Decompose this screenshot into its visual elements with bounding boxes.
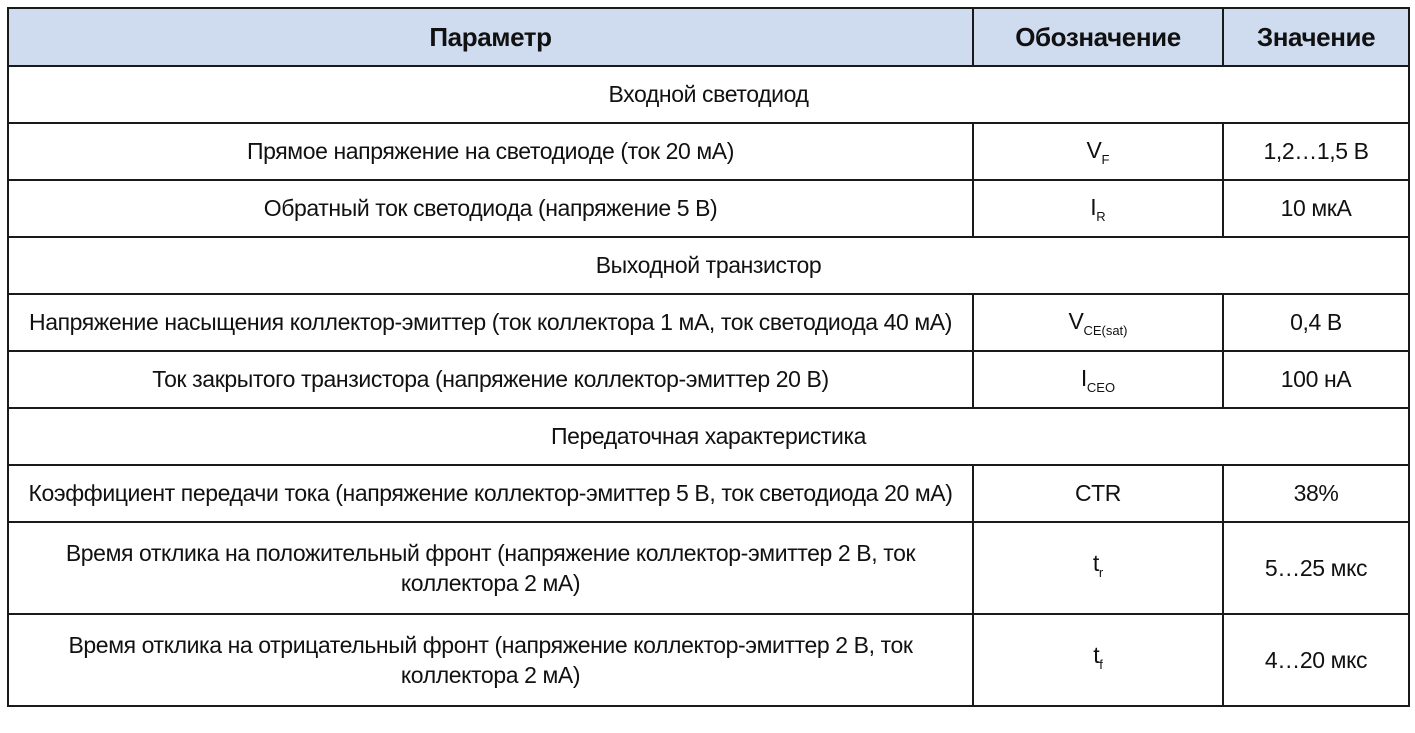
table-header-row bbox=[8, 8, 1409, 66]
table-row bbox=[8, 351, 1409, 408]
table-row bbox=[8, 614, 1409, 706]
section-title: Входной светодиод bbox=[8, 66, 1409, 123]
symbol-subscript: f bbox=[1099, 657, 1103, 672]
symbol-subscript: r bbox=[1098, 565, 1104, 580]
header-value: Значение bbox=[1223, 8, 1409, 66]
param-cell: Ток закрытого транзистора (напряжение коллектор-эмиттер 20 В) bbox=[8, 351, 973, 408]
value-cell: 4…20 мкс bbox=[1223, 614, 1409, 706]
param-line-2: коллектора 2 мА) bbox=[400, 570, 581, 596]
param-cell: Прямое напряжение на светодиоде (ток 20 мА) bbox=[8, 123, 973, 180]
value-cell: 100 нА bbox=[1223, 351, 1409, 408]
symbol-main: V bbox=[1068, 307, 1084, 334]
value-cell: 10 мкА bbox=[1223, 180, 1409, 237]
header-parameter: Параметр bbox=[8, 8, 973, 66]
symbol-main: V bbox=[1086, 136, 1102, 163]
table-row bbox=[8, 294, 1409, 351]
section-title: Передаточная характеристика bbox=[8, 408, 1409, 465]
symbol-cell bbox=[973, 294, 1223, 351]
symbol-subscript: F bbox=[1101, 151, 1110, 167]
param-line-2: коллектора 2 мА) bbox=[400, 662, 581, 688]
symbol-cell bbox=[973, 522, 1223, 614]
symbol-main: I bbox=[1080, 364, 1087, 391]
section-row-transfer bbox=[8, 408, 1409, 465]
symbol-cell bbox=[973, 465, 1223, 522]
table-row bbox=[8, 522, 1409, 614]
symbol-subscript: CEO bbox=[1086, 379, 1116, 395]
table-row bbox=[8, 123, 1409, 180]
param-cell: Напряжение насыщения коллектор-эмиттер (ток коллектора 1 мА, ток светодиода 40 мА) bbox=[8, 294, 973, 351]
section-title: Выходной транзистор bbox=[8, 237, 1409, 294]
symbol-cell bbox=[973, 123, 1223, 180]
symbol-cell bbox=[973, 180, 1223, 237]
value-cell: 38% bbox=[1223, 465, 1409, 522]
symbol-main: I bbox=[1090, 193, 1097, 220]
param-cell bbox=[8, 614, 973, 706]
table-row bbox=[8, 465, 1409, 522]
header-symbol: Обозначение bbox=[973, 8, 1223, 66]
param-cell: Коэффициент передачи тока (напряжение коллектор-эмиттер 5 В, ток светодиода 20 мА) bbox=[8, 465, 973, 522]
param-cell: Обратный ток светодиода (напряжение 5 В) bbox=[8, 180, 973, 237]
value-cell: 1,2…1,5 В bbox=[1223, 123, 1409, 180]
param-line-1: Время отклика на положительный фронт (напряжение коллектор-эмиттер 2 В, ток bbox=[65, 540, 916, 566]
value-cell: 5…25 мкс bbox=[1223, 522, 1409, 614]
table-row bbox=[8, 180, 1409, 237]
param-cell bbox=[8, 522, 973, 614]
param-line-1: Время отклика на отрицательный фронт (напряжение коллектор-эмиттер 2 В, ток bbox=[68, 632, 913, 658]
parameters-table-container bbox=[7, 7, 1408, 707]
section-row-output-transistor bbox=[8, 237, 1409, 294]
value-cell: 0,4 В bbox=[1223, 294, 1409, 351]
symbol-subscript: R bbox=[1096, 208, 1106, 224]
symbol-main: t bbox=[1092, 550, 1099, 576]
symbol-cell bbox=[973, 614, 1223, 706]
symbol-subscript: CE(sat) bbox=[1083, 322, 1128, 338]
symbol-main: t bbox=[1093, 642, 1100, 668]
parameters-table bbox=[7, 7, 1410, 707]
symbol-main: CTR bbox=[1074, 480, 1122, 506]
symbol-cell bbox=[973, 351, 1223, 408]
section-row-input-led bbox=[8, 66, 1409, 123]
